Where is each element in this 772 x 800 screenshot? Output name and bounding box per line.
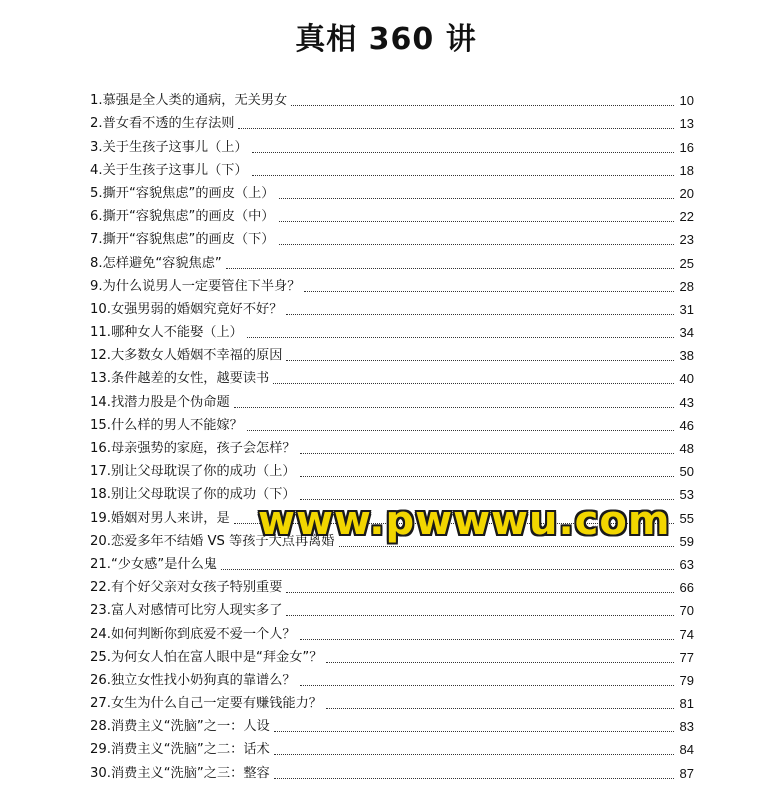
- toc-entry-page-number: 70: [679, 603, 694, 619]
- toc-entry-page-number: 74: [679, 626, 694, 642]
- toc-entry[interactable]: [90, 272, 694, 295]
- toc-entry[interactable]: [90, 341, 694, 364]
- dot-leader: [286, 614, 674, 616]
- toc-entry-title: 4.关于生孩子这事儿（下）: [90, 162, 248, 178]
- dot-leader: [273, 382, 674, 384]
- toc-entry-title: 23.富人对感情可比穷人现实多了: [90, 603, 283, 619]
- toc-entry-title: 3.关于生孩子这事儿（上）: [90, 139, 248, 155]
- dot-leader: [286, 591, 674, 593]
- dot-leader: [274, 777, 674, 779]
- toc-entry[interactable]: [90, 457, 694, 480]
- toc-entry-title: 15.什么样的男人不能嫁？: [90, 417, 243, 433]
- toc-entry-page-number: 38: [679, 348, 694, 364]
- toc-entry-page-number: 84: [679, 742, 694, 758]
- toc-entry-title: 19.婚姻对男人来讲，是: [90, 510, 230, 526]
- toc-entry[interactable]: [90, 689, 694, 712]
- toc-entry-title: 12.大多数女人婚姻不幸福的原因: [90, 348, 283, 364]
- toc-entry-page-number: 28: [679, 278, 694, 294]
- toc-entry-page-number: 59: [679, 533, 694, 549]
- toc-entry-page-number: 77: [679, 649, 694, 665]
- toc-entry-title: 13.条件越差的女性，越要读书: [90, 371, 270, 387]
- toc-entry-page-number: 23: [679, 232, 694, 248]
- toc-entry[interactable]: [90, 712, 694, 735]
- toc-entry-title: 27.女生为什么自己一定要有赚钱能力？: [90, 696, 322, 712]
- toc-entry-title: 17.别让父母耽误了你的成功（上）: [90, 464, 296, 480]
- dot-leader: [279, 220, 675, 222]
- toc-entry-title: 5.撕开“容貌焦虑”的画皮（上）: [90, 185, 275, 201]
- dot-leader: [247, 336, 674, 338]
- toc-entry-title: 7.撕开“容貌焦虑”的画皮（下）: [90, 232, 275, 248]
- toc-entry-title: 8.怎样避免“容貌焦虑”: [90, 255, 222, 271]
- dot-leader: [247, 429, 674, 431]
- dot-leader: [234, 406, 674, 408]
- toc-entry[interactable]: [90, 179, 694, 202]
- dot-leader: [279, 197, 675, 199]
- toc-entry-title: 26.独立女性找小奶狗真的靠谱么？: [90, 672, 296, 688]
- dot-leader: [274, 753, 674, 755]
- toc-entry-title: 9.为什么说男人一定要管住下半身？: [90, 278, 301, 294]
- toc-entry[interactable]: [90, 596, 694, 619]
- toc-entry[interactable]: [90, 364, 694, 387]
- toc-entry-page-number: 87: [679, 765, 694, 781]
- toc-entry-title: 18.别让父母耽误了你的成功（下）: [90, 487, 296, 503]
- toc-entry-page-number: 81: [679, 696, 694, 712]
- toc-entry-title: 2.普女看不透的生存法则: [90, 116, 235, 132]
- toc-entry-page-number: 48: [679, 441, 694, 456]
- dot-leader: [274, 730, 674, 732]
- toc-entry[interactable]: [90, 666, 694, 689]
- dot-leader: [300, 638, 674, 640]
- toc-entry[interactable]: [90, 225, 694, 248]
- toc-entry[interactable]: [90, 573, 694, 596]
- toc-entry[interactable]: [90, 411, 694, 434]
- toc-entry-title: 22.有个好父亲对女孩子特别重要: [90, 580, 283, 596]
- dot-leader: [286, 313, 674, 315]
- toc-entry-title: 16.母亲强势的家庭，孩子会怎样？: [90, 441, 296, 456]
- toc-entry[interactable]: [90, 132, 694, 155]
- toc-entry[interactable]: [90, 619, 694, 642]
- toc-entry-title: 29.消费主义“洗脑”之二：话术: [90, 742, 270, 758]
- dot-leader: [326, 661, 674, 663]
- toc-entry-page-number: 13: [679, 116, 694, 132]
- toc-entry-page-number: 18: [679, 162, 694, 178]
- toc-entry-title: 24.如何判断你到底爱不爱一个人？: [90, 626, 296, 642]
- dot-leader: [300, 475, 674, 477]
- toc-entry-page-number: 83: [679, 719, 694, 735]
- toc-entry-page-number: 20: [679, 185, 694, 201]
- toc-entry-title: 28.消费主义“洗脑”之一：人设: [90, 719, 270, 735]
- toc-entry[interactable]: [90, 202, 694, 225]
- toc-entry-page-number: 34: [679, 325, 694, 341]
- toc-entry-page-number: 63: [679, 556, 694, 572]
- toc-entry[interactable]: [90, 643, 694, 666]
- toc-entry[interactable]: [90, 109, 694, 132]
- watermark: www.pwwwu.com: [258, 498, 671, 544]
- toc-entry-page-number: 31: [679, 301, 694, 317]
- toc-entry-page-number: 53: [679, 487, 694, 503]
- toc-entry[interactable]: [90, 758, 694, 781]
- toc-entry-page-number: 10: [679, 93, 694, 109]
- dot-leader: [252, 174, 674, 176]
- toc-entry-title: 20.恋爱多年不结婚 VS 等孩子大点再离婚: [90, 533, 335, 549]
- dot-leader: [291, 104, 674, 106]
- toc-entry-page-number: 22: [679, 209, 694, 225]
- table-of-contents: [90, 86, 694, 782]
- toc-entry[interactable]: [90, 318, 694, 341]
- dot-leader: [286, 359, 674, 361]
- toc-entry-page-number: 55: [679, 510, 694, 526]
- toc-entry-title: 6.撕开“容貌焦虑”的画皮（中）: [90, 209, 275, 225]
- toc-entry-title: 30.消费主义“洗脑”之三：整容: [90, 765, 270, 781]
- toc-entry[interactable]: [90, 156, 694, 179]
- toc-entry-page-number: 40: [679, 371, 694, 387]
- toc-entry-page-number: 66: [679, 580, 694, 596]
- toc-entry[interactable]: [90, 86, 694, 109]
- dot-leader: [252, 151, 674, 153]
- dot-leader: [238, 127, 674, 129]
- dot-leader: [326, 707, 674, 709]
- toc-entry[interactable]: [90, 295, 694, 318]
- dot-leader: [279, 243, 675, 245]
- toc-entry-title: 25.为何女人怕在富人眼中是“拜金女”？: [90, 649, 323, 665]
- toc-entry-page-number: 79: [679, 672, 694, 688]
- toc-entry-page-number: 46: [679, 417, 694, 433]
- dot-leader: [300, 684, 674, 686]
- toc-entry-title: 10.女强男弱的婚姻究竟好不好？: [90, 301, 283, 317]
- toc-entry-page-number: 25: [679, 255, 694, 271]
- toc-entry-title: 1.慕强是全人类的通病，无关男女: [90, 93, 288, 109]
- dot-leader: [226, 267, 674, 269]
- document-title: 真相 360 讲: [295, 22, 477, 57]
- dot-leader: [339, 545, 674, 547]
- dot-leader: [304, 290, 674, 292]
- toc-entry[interactable]: [90, 735, 694, 758]
- toc-entry-page-number: 43: [679, 394, 694, 410]
- dot-leader: [300, 452, 674, 454]
- toc-entry[interactable]: [90, 434, 694, 457]
- toc-entry-page-number: 16: [679, 139, 694, 155]
- toc-entry[interactable]: [90, 248, 694, 271]
- toc-entry-title: 14.找潜力股是个伪命题: [90, 394, 230, 410]
- toc-entry[interactable]: [90, 387, 694, 410]
- toc-entry-page-number: 50: [679, 464, 694, 480]
- toc-entry-title: 21.“少女感”是什么鬼: [90, 556, 217, 572]
- toc-entry[interactable]: [90, 550, 694, 573]
- toc-entry-title: 11.哪种女人不能娶（上）: [90, 325, 243, 341]
- dot-leader: [221, 568, 674, 570]
